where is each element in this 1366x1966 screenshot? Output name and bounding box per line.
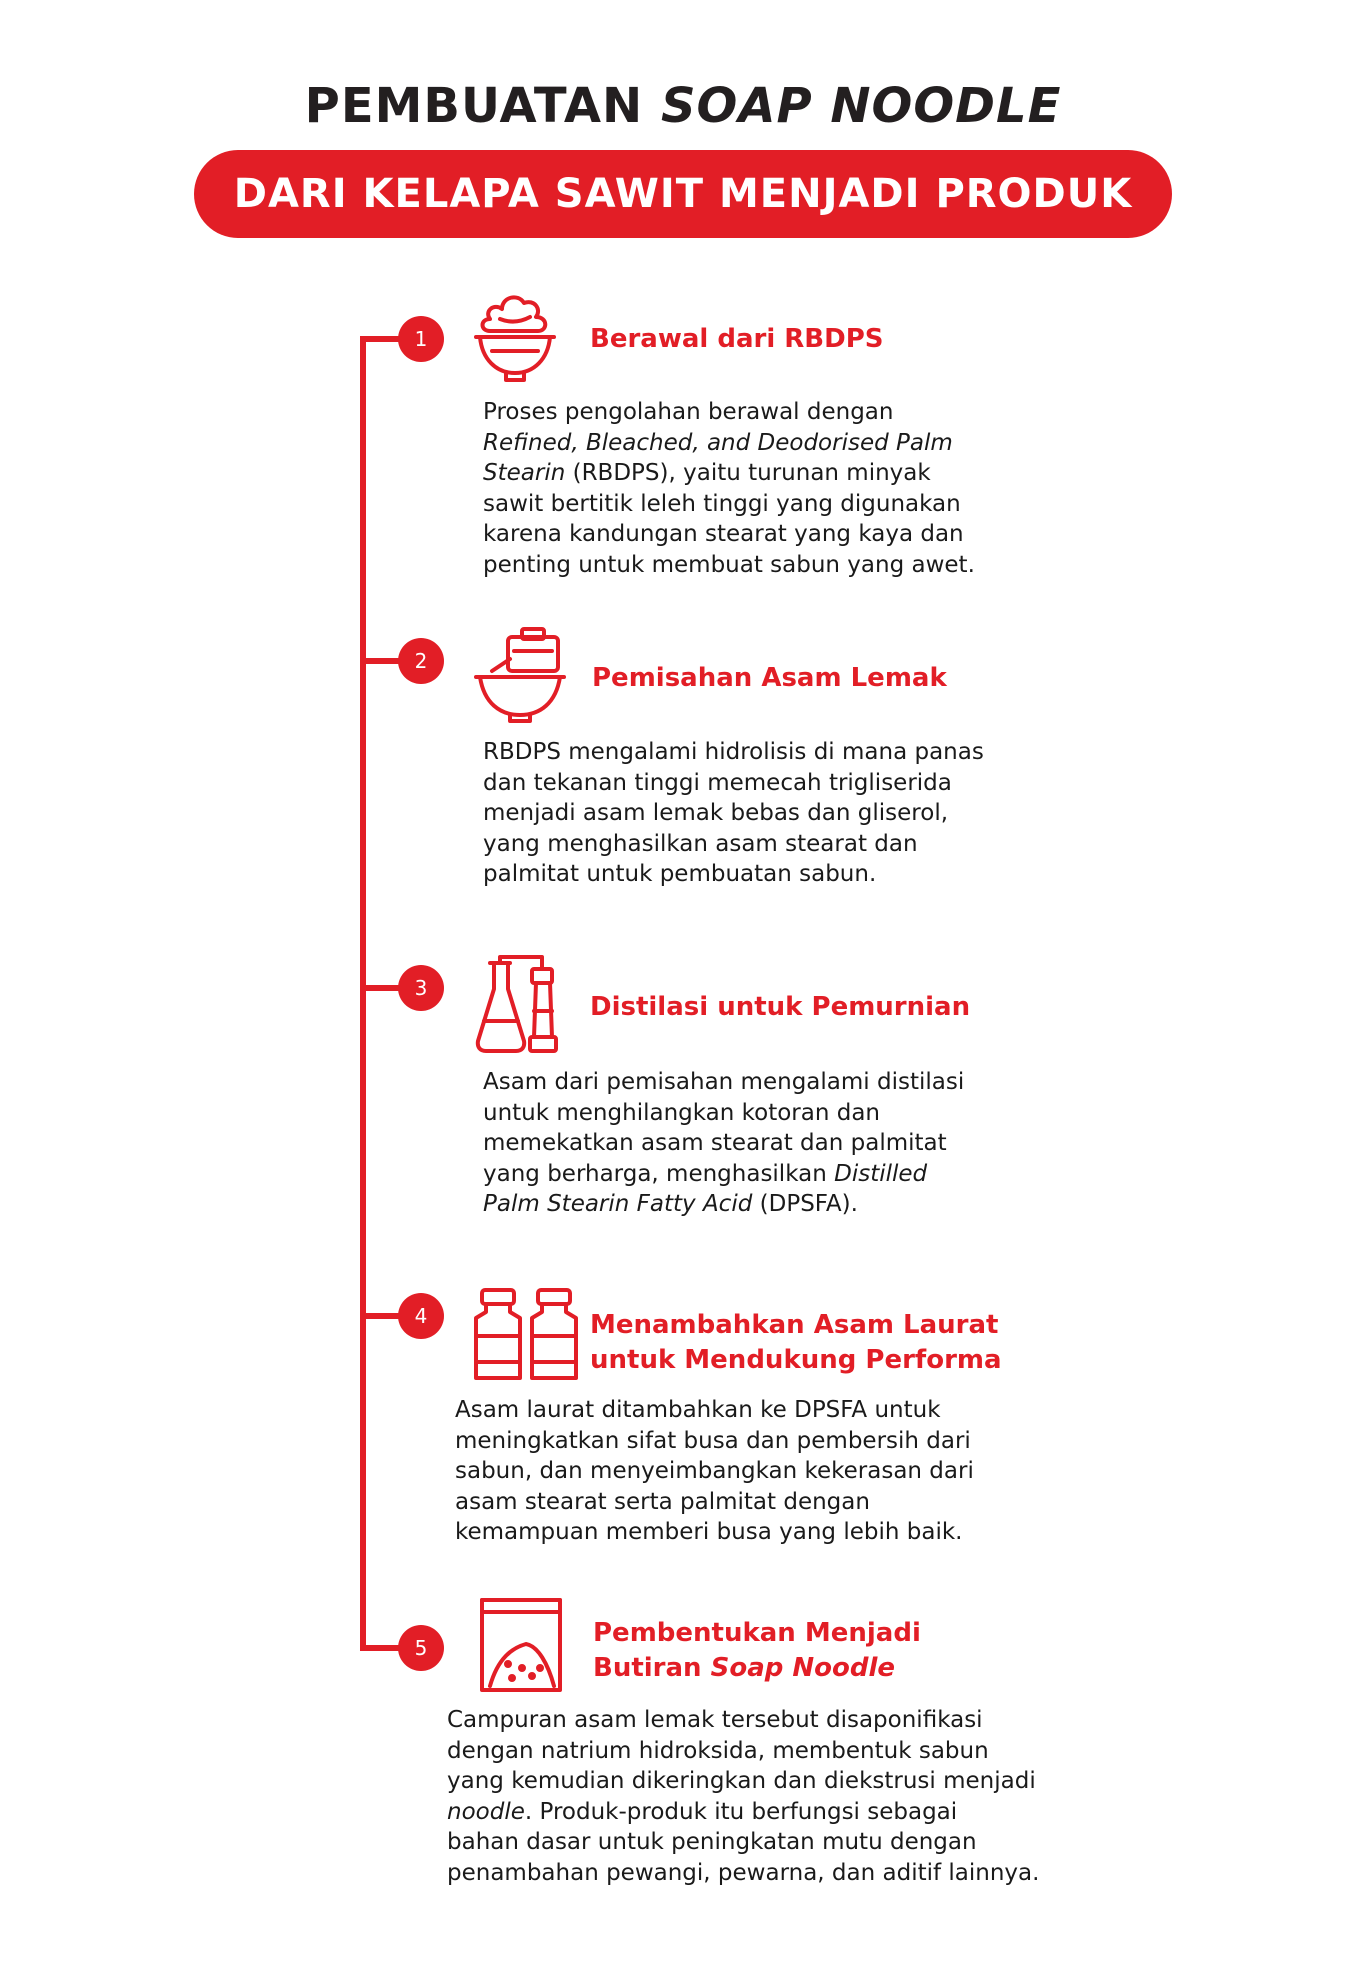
page-title: PEMBUATAN SOAP NOODLE (304, 78, 1062, 134)
step-description-5: Campuran asam lemak tersebut disaponifikasi dengan natrium hidroksida, membentuk sabun yang kemudian dikeringkan dan diekstrusi menjadi noodle. Produk-produk itu berfungsi sebagai bahan dasar untuk peningkatan mutu dengan penambahan pewangi, pewarna, dan aditif lainnya. (447, 1707, 1040, 1886)
powder-jar-icon (478, 1598, 564, 1694)
step-title-1: Berawal dari RBDPS (590, 324, 884, 354)
step-number-5: 5 (398, 1625, 444, 1671)
step-number-4: 4 (398, 1293, 444, 1339)
step-title-5: Pembentukan Menjadi Butiran Soap Noodle (593, 1618, 921, 1683)
bottles-icon (472, 1288, 580, 1380)
mixing-bowl-icon (470, 625, 570, 725)
distillation-flask-icon (472, 955, 572, 1055)
step-description-3: Asam dari pemisahan mengalami distilasi untuk menghilangkan kotoran dan memekatkan asam stearat dan palmitat yang berharga, menghasilkan Distilled Palm Stearin Fatty Acid (DPSFA). (483, 1069, 965, 1217)
step-description-1: Proses pengolahan berawal dengan Refined, Bleached, and Deodorised Palm Stearin (RBDPS), yaitu turunan minyak sawit bertitik leleh tinggi yang digunakan karena kandungan stearat yang kaya dan penting untuk membuat sabun yang awet. (483, 399, 975, 578)
step-title-3: Distilasi untuk Pemurnian (590, 992, 971, 1022)
whipped-cream-bowl-icon (470, 285, 560, 385)
step-description-2: RBDPS mengalami hidrolisis di mana panas dan tekanan tinggi memecah trigliserida menjadi asam lemak bebas dan gliserol, yang menghasilkan asam stearat dan palmitat untuk pembuatan sabun. (483, 739, 984, 887)
timeline-line (360, 338, 366, 1651)
subtitle-text: DARI KELAPA SAWIT MENJADI PRODUK (233, 171, 1133, 217)
step-title-4: Menambahkan Asam Laurat untuk Mendukung Performa (590, 1310, 1002, 1375)
step-title-2: Pemisahan Asam Lemak (592, 663, 947, 693)
step-number-2: 2 (398, 638, 444, 684)
step-description-4: Asam laurat ditambahkan ke DPSFA untuk meningkatkan sifat busa dan pembersih dari sabun, dan menyeimbangkan kekerasan dari asam stearat serta palmitat dengan kemampuan memberi busa yang lebih baik. (455, 1397, 974, 1545)
page-title-italic: SOAP NOODLE (660, 78, 1062, 134)
step-number-1: 1 (398, 316, 444, 362)
subtitle-banner (194, 150, 1172, 238)
step-number-3: 3 (398, 965, 444, 1011)
